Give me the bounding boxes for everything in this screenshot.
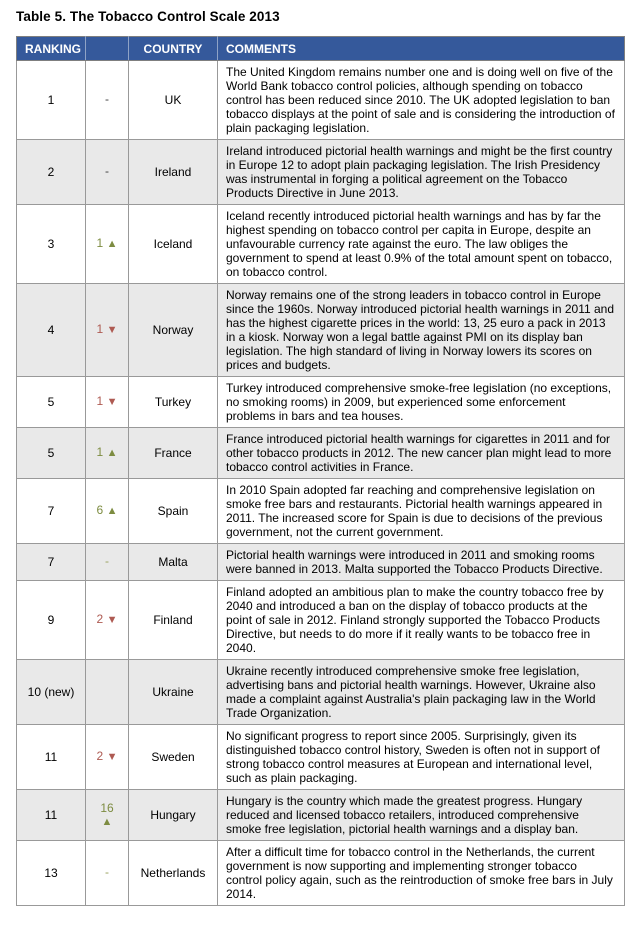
- rank-change-cell: [86, 790, 129, 841]
- comments-cell: Turkey introduced comprehensive smoke-free legislation (no exceptions, no smoking rooms) in 2009, but experienced some enforcement problems in bars and tea houses.: [218, 377, 625, 428]
- comments-cell: Iceland recently introduced pictorial health warnings and has by far the highest spending on tobacco control per capita in Europe, despite an unfavourable currency rate against the euro. The law obliges the government to spend at least 0.9% of the total amount spent on tobacco, on tobacco control.: [218, 205, 625, 284]
- comments-cell: The United Kingdom remains number one and is doing well on five of the World Bank tobacco control policies, although spending on tobacco control has been reduced since 2010. The UK adopted legislation to ban tobacco displays at the point of sale and is considering the introduction of plain packaging legislation.: [218, 61, 625, 140]
- rank-change-value: 2: [96, 612, 104, 626]
- table-row: [17, 544, 625, 581]
- comments-cell: In 2010 Spain adopted far reaching and comprehensive legislation on smoke free bars and restaurants. Pictorial health warnings appeared in 2011. The increased score for Spain is due to decisions of the previous government, not the current government.: [218, 479, 625, 544]
- comments-cell: Pictorial health warnings were introduced in 2011 and smoking rooms were banned in 2013. Malta supported the Tobacco Products Directive.: [218, 544, 625, 581]
- country-cell: Turkey: [129, 377, 218, 428]
- rank-change-arrow-icon: ▲: [101, 815, 113, 828]
- table-row: [17, 479, 625, 544]
- tobacco-control-scale-table: [16, 36, 625, 906]
- rank-change-value: 2: [96, 749, 104, 763]
- country-cell: Netherlands: [129, 841, 218, 906]
- column-header-country: COUNTRY: [129, 37, 218, 61]
- table-row: [17, 428, 625, 479]
- table-row: [17, 61, 625, 140]
- country-cell: Norway: [129, 284, 218, 377]
- ranking-cell: 3: [17, 205, 86, 284]
- country-cell: Hungary: [129, 790, 218, 841]
- country-cell: Sweden: [129, 725, 218, 790]
- ranking-cell: 4: [17, 284, 86, 377]
- rank-change-arrow-icon: ▲: [106, 505, 118, 517]
- ranking-cell: 2: [17, 140, 86, 205]
- table-row: [17, 205, 625, 284]
- column-header-comments: COMMENTS: [218, 37, 625, 61]
- country-cell: France: [129, 428, 218, 479]
- table-row: [17, 284, 625, 377]
- country-cell: UK: [129, 61, 218, 140]
- table-row: [17, 725, 625, 790]
- rank-change-arrow-icon: ▼: [106, 324, 118, 336]
- rank-change-cell: [86, 544, 129, 581]
- table-header: [17, 37, 625, 61]
- comments-cell: No significant progress to report since 2005. Surprisingly, given its distinguished tobacco control history, Sweden is often not in support of strong tobacco control measures at European and international level, such as plain packaging.: [218, 725, 625, 790]
- ranking-cell: 10 (new): [17, 660, 86, 725]
- rank-change-arrow-icon: ▼: [106, 396, 118, 408]
- rank-change-cell: [86, 377, 129, 428]
- rank-change-cell: [86, 581, 129, 660]
- ranking-cell: 7: [17, 544, 86, 581]
- comments-cell: Finland adopted an ambitious plan to make the country tobacco free by 2040 and introduced a ban on the display of tobacco products at the point of sale in 2012. Finland strongly supported the Tobacco Products Directive, but needs to do more if it really wants to be tobacco free in 2040.: [218, 581, 625, 660]
- ranking-cell: 7: [17, 479, 86, 544]
- table-row: [17, 581, 625, 660]
- country-cell: Malta: [129, 544, 218, 581]
- rank-change-value: -: [105, 92, 109, 106]
- country-cell: Finland: [129, 581, 218, 660]
- ranking-cell: 9: [17, 581, 86, 660]
- comments-cell: Ukraine recently introduced comprehensive smoke free legislation, advertising bans and pictorial health warnings. However, Ukraine also made a complaint against Australia's plain packaging law in the World Trade Organization.: [218, 660, 625, 725]
- rank-change-value: 6: [96, 503, 104, 517]
- rank-change-cell: [86, 140, 129, 205]
- comments-cell: Hungary is the country which made the greatest progress. Hungary reduced and licensed tobacco retailers, introduced comprehensive smoke free legislation, pictorial health warnings and a display ban.: [218, 790, 625, 841]
- ranking-cell: 13: [17, 841, 86, 906]
- country-cell: Ukraine: [129, 660, 218, 725]
- rank-change-cell: [86, 479, 129, 544]
- rank-change-arrow-icon: ▲: [106, 238, 118, 250]
- rank-change-cell: [86, 725, 129, 790]
- rank-change-arrow-icon: ▼: [106, 614, 118, 626]
- rank-change-cell: [86, 205, 129, 284]
- page-title: Table 5. The Tobacco Control Scale 2013: [16, 9, 280, 24]
- rank-change-cell: [86, 660, 129, 725]
- rank-change-value: 16: [100, 800, 114, 815]
- rank-change-cell: [86, 61, 129, 140]
- comments-cell: Ireland introduced pictorial health warnings and might be the first country in Europe 12 to adopt plain packaging legislation. The Irish Presidency was instrumental in forging a political agreement on the Tobacco Products Directive in June 2013.: [218, 140, 625, 205]
- country-cell: Ireland: [129, 140, 218, 205]
- ranking-cell: 5: [17, 377, 86, 428]
- table-row: [17, 377, 625, 428]
- rank-change-value: -: [105, 554, 109, 568]
- country-cell: Spain: [129, 479, 218, 544]
- rank-change-value: 1: [96, 394, 104, 408]
- country-cell: Iceland: [129, 205, 218, 284]
- comments-cell: Norway remains one of the strong leaders in tobacco control in Europe since the 1960s. Norway introduced pictorial health warnings in 2011 and has the highest cigarette prices in the world: 13, 25 euro a pack in 2013 in a kiosk. Norway won a legal battle against PMI on its display ban legislation. The high standard of living in Norway lowers its scores on prices and budgets.: [218, 284, 625, 377]
- ranking-cell: 11: [17, 790, 86, 841]
- table-body: [17, 61, 625, 906]
- table-row: [17, 790, 625, 841]
- rank-change-cell: [86, 841, 129, 906]
- rank-change-value: -: [105, 164, 109, 178]
- column-header-change: [86, 37, 129, 61]
- rank-change-cell: [86, 284, 129, 377]
- rank-change-arrow-icon: ▼: [106, 751, 118, 763]
- comments-cell: France introduced pictorial health warnings for cigarettes in 2011 and for other tobacco products in 2012. The new cancer plan might lead to more tobacco control activities in France.: [218, 428, 625, 479]
- table-row: [17, 841, 625, 906]
- rank-change-value: 1: [96, 236, 104, 250]
- header-row: [17, 37, 625, 61]
- ranking-cell: 11: [17, 725, 86, 790]
- rank-change-value: 1: [96, 445, 104, 459]
- rank-change-value: -: [105, 865, 109, 879]
- comments-cell: After a difficult time for tobacco control in the Netherlands, the current government is now supporting and implementing stronger tobacco control policy again, such as the reintroduction of smoke free bars in July 2014.: [218, 841, 625, 906]
- table-row: [17, 140, 625, 205]
- rank-change-cell: [86, 428, 129, 479]
- ranking-cell: 5: [17, 428, 86, 479]
- rank-change-value: 1: [96, 322, 104, 336]
- column-header-ranking: RANKING: [17, 37, 86, 61]
- table-row: [17, 660, 625, 725]
- rank-change-arrow-icon: ▲: [106, 447, 118, 459]
- ranking-cell: 1: [17, 61, 86, 140]
